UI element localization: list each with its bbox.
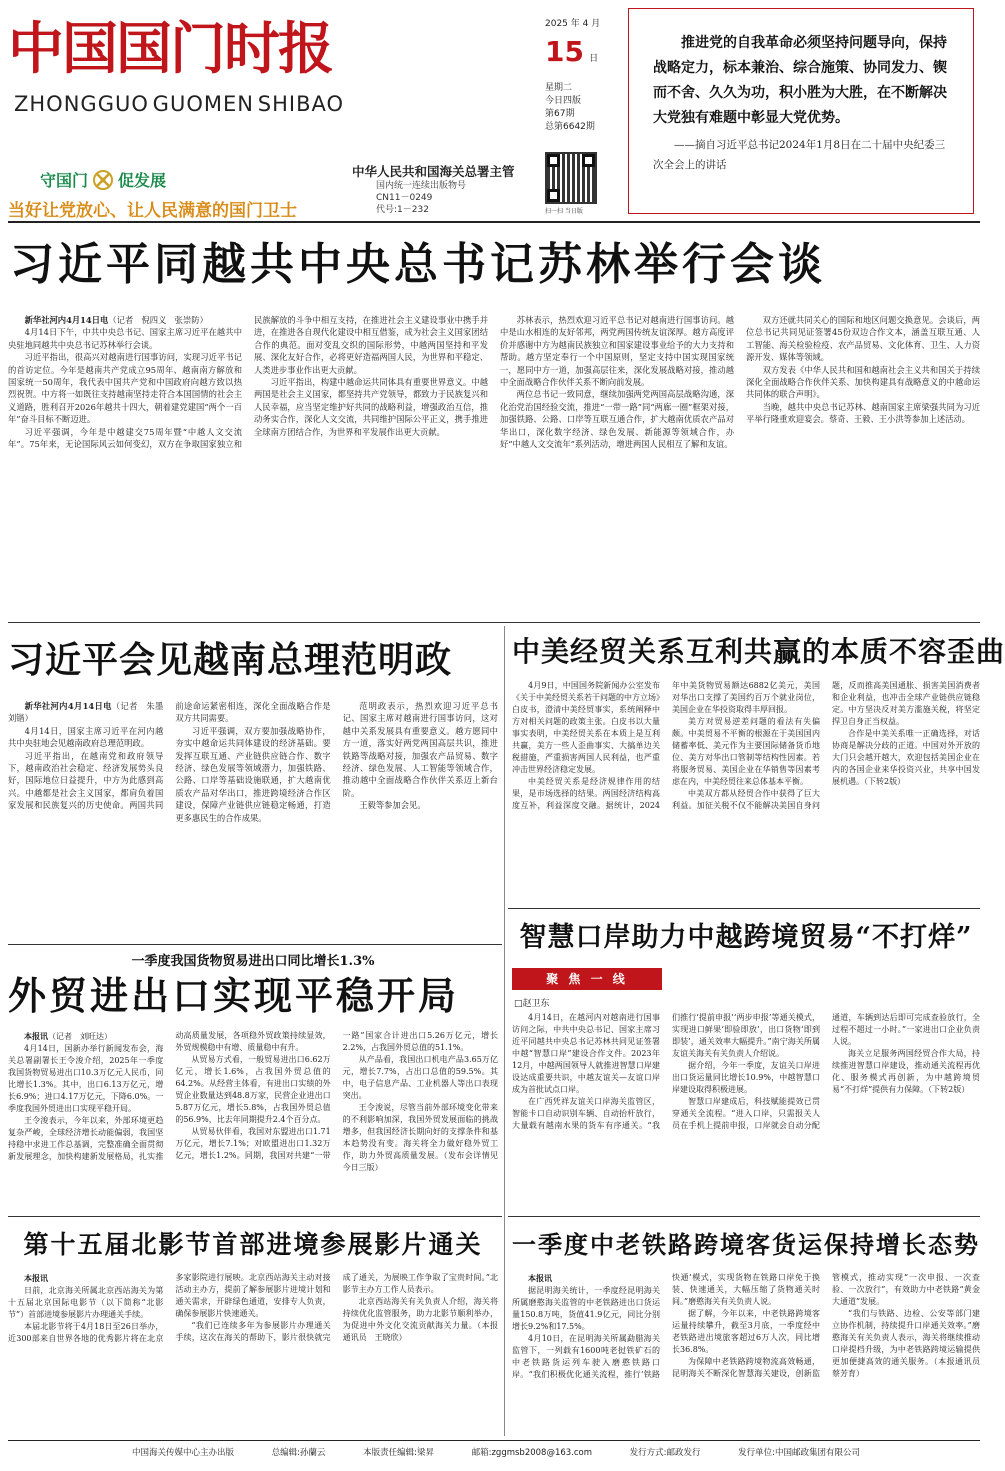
- day-number: 15: [545, 35, 584, 68]
- total-issue: 总第6642期: [545, 122, 595, 132]
- paragraph: 王令浚表示，今年以来，外部环境更趋复杂严峻，全球经济增长动能偏弱，我国坚持稳中求进工作总基调，完整准确全面贯彻新发展理念，加快构建新发展格局，扎实推动高质量发展，各项稳外贸政策持续显效，外贸规模稳中有增、质量稳中有升。: [8, 1031, 331, 1161]
- date-box: [545, 16, 615, 134]
- article3-body: [512, 680, 980, 902]
- cn-info: [376, 180, 466, 216]
- reporters: （记者 倪四义 张崇防）: [108, 315, 208, 325]
- paragraph: 据了解，今年以来，中老铁路跨境客运量持续攀升，截至3月底，一季度经中老铁路进出境旅客超过6万人次，同比增长36.8%。: [672, 1309, 820, 1354]
- masthead-pinyin: [14, 92, 344, 116]
- paragraph: 双方还就共同关心的国际和地区问题交换意见。会谈后，两位总书记共同见证签署45份双边合作文本，涵盖互联互通、人工智能、海关检验检疫、农产品贸易、文化体育、卫生、人力资源开发、媒体等领域。: [746, 315, 980, 363]
- article6-body: [512, 1272, 988, 1430]
- headline-article5: 智慧口岸助力中越跨境贸易“不打烊”: [519, 922, 973, 953]
- paragraph: 从贸易伙伴看，我国对东盟进出口1.71万亿元，增长7.1%；对欧盟进出口1.32万亿元，增长1.2%。同期，我国对共建“一带一路”国家合计进出口5.26万亿元，增长2.2%，占我国外贸总值的51.1%。: [175, 1031, 498, 1160]
- paragraph: 习近平指出，很高兴对越南进行国事访问，实现习近平书记的首访定位。今年是越南共产党成立95周年、越南南方解放和国家统一50周年，我代表中国共产党和中国政府向越方致以热烈祝贺。中方将一如既往支持越南坚持走符合本国国情的社会主义道路，胜利召开2026年越共十四大，朝着建党建国“两个一百年”奋斗目标不断迈进。: [8, 352, 242, 425]
- paragraph: 在广西凭祥友谊关口岸海关监管区，智能卡口自动识别车辆、自动抬杆放行，大量载有越南水果的货车有序通关。“我们推行‘提前申报’‘两步申报’等通关模式，实现进口鲜果‘即验即放’，出口货物‘即到即装’，通关效率大幅提升。”南宁海关所属友谊关海关有关负责人介绍说。: [512, 1013, 820, 1130]
- paragraph: 从贸易方式看，一般贸易进出口6.62万亿元，增长1.6%，占我国外贸总值的64.2%。从经营主体看，有进出口实绩的外贸企业数量达到48.8万家，民营企业进出口5.87万亿元，增长5.8%，占我国外贸总值的56.9%，比去年同期提升2.4个百分点。: [175, 1055, 331, 1124]
- dateline: [8, 700, 172, 725]
- paragraph: “我们与铁路、边检、公安等部门建立协作机制，持续提升口岸通关效率。”磨憨海关有关负责人表示，海关将继续推动口岸提档升级，为中老铁路跨境运输提供更加便捷高效的通关服务。（本报通讯员 蔡芳育）: [832, 1309, 988, 1378]
- footer-distributor: 发行方式:邮政发行: [629, 1448, 701, 1458]
- pinyin-word: GUOMEN: [152, 92, 254, 116]
- footer-editor: 总编辑:孙蘭云: [271, 1448, 326, 1458]
- cn-label: 国内统一连续出版物号: [376, 181, 467, 191]
- dateline: [8, 314, 242, 326]
- paragraph: 习近平强调，今年是中越建交75周年暨“中越人文交流年”。75年来，无论国际风云如何变幻，双方在争取国家独立和民族解放的斗争中相互支持，在推进社会主义建设事业中携手并进，在推进各自现代化建设中相互借鉴，成为社会主义国家团结合作的典范。面对变乱交织的国际形势，中越两国坚持和平发展、深化友好合作，必将更好造福两国人民，为世界和平稳定、人类进步事业作出更大贡献。: [8, 315, 488, 450]
- footer-email[interactable]: 邮箱:zggmsb2008@163.com: [471, 1448, 593, 1458]
- paragraph: 王令浚说，尽管当前外部环境变化带来的不利影响加深，我国外贸发展面临的挑战增多，但我国经济长期向好的支撑条件和基本趋势没有变。海关将全力做好稳外贸工作，助力外贸高质量发展。（发布会详情见今日三版）: [342, 1103, 498, 1172]
- issue: 第67期: [545, 109, 575, 119]
- paragraph: “我们已连续多年为参展影片办理通关手续，这次在海关的帮助下，影片很快就完成了通关，为展映工作争取了宝贵时间。”北影节主办方工作人员表示。: [175, 1273, 498, 1342]
- quote-box: [628, 8, 974, 214]
- slogan-a: 守国门: [40, 171, 89, 190]
- cn-number: CN11－0249: [376, 193, 433, 203]
- masthead-divider: [8, 221, 980, 223]
- headline-article2: 习近平会见越南总理范明政: [8, 639, 453, 681]
- article5-author: □赵卫东: [514, 999, 550, 1009]
- paragraph: 4月10日，在昆明海关所属勐腊海关监管下，一列载有1600吨老挝铁矿石的中老铁路货运列车驶入磨憨铁路口岸。“我们积极优化通关流程，推行‘铁路快通’模式，实现货物在铁路口岸免于换装、快速通关，大幅压缩了货物通关时间。”磨憨海关有关负责人说。: [512, 1273, 820, 1379]
- footer: [8, 1446, 980, 1458]
- article7-body: [8, 1272, 498, 1430]
- paragraph: 当晚，越共中央总书记苏林、越南国家主席梁强共同为习近平举行隆重欢迎宴会。蔡奇、王毅、王小洪等参加上述活动。: [746, 401, 980, 425]
- dateline-text: 本报讯: [24, 1031, 48, 1041]
- headline-main: 习近平同越共中央总书记苏林举行会谈: [10, 239, 826, 290]
- headline-article6: 一季度中老铁路跨境客货运保持增长态势: [512, 1230, 980, 1259]
- footer-printer: 中国海关传媒中心主办出版: [132, 1448, 235, 1458]
- masthead-title: 中国国门时报: [8, 16, 332, 82]
- post-code: 代号:1－232: [376, 205, 429, 215]
- paragraph: 两位总书记一致同意，继续加强两党两国高层战略沟通，深化治党治国经验交流，推进“一带一路”同“两廊一圈”框架对接，加强铁路、公路、口岸等互联互通合作，扩大越南优质农产品对华出口，深化数字经济、绿色发展、新能源等领域合作，办好“中越人文交流年”系列活动，增进两国人民相互了解和友谊。: [500, 389, 734, 450]
- paragraph: 4月9日，中国国务院新闻办公室发布《关于中美经贸关系若干问题的中方立场》白皮书，澄清中美经贸事实，系统阐释中方对相关问题的政策主张。白皮书以大量事实表明，中美经贸关系在本质上是互利共赢，美方一些人歪曲事实、大搞单边关税措施，严重损害两国人民利益，也严重冲击世界经济稳定发展。: [512, 681, 660, 774]
- dateline-text: 本报讯: [24, 1273, 48, 1283]
- footer-divider: [8, 1440, 980, 1441]
- headline-article3: 中美经贸关系互利共赢的本质不容歪曲: [512, 635, 1005, 668]
- article5-body: [512, 1012, 980, 1214]
- pages: 今日四版: [545, 96, 582, 106]
- section-divider: [508, 908, 980, 909]
- section-divider: [8, 944, 502, 945]
- quote-source: ——摘自习近平总书记2024年1月8日在二十届中央纪委三次全会上的讲话: [653, 139, 946, 171]
- paragraph: 双方发表《中华人民共和国和越南社会主义共和国关于持续深化全面战略合作伙伴关系、加快构建具有战略意义的中越命运共同体的联合声明》。: [746, 364, 980, 400]
- paragraph: 范明政表示，热烈欢迎习近平总书记、国家主席对越南进行国事访问，这对越中关系发展具有重要意义。越方愿同中方一道，落实好两党两国高层共识，推进铁路等战略对接，加强农产品贸易、数字经济、绿色发展、人工智能等领域合作，推动越中全面战略合作伙伴关系迈上新台阶。: [342, 701, 498, 798]
- dateline-text: 新华社河内4月14日电: [24, 315, 109, 325]
- paragraph: 苏林表示，热烈欢迎习近平总书记对越南进行国事访问。越中是山水相连的友好邻邦，两党两国传统友谊深厚。越方高度评价并感谢中方为越南民族独立和国家建设事业给予的大力支持和帮助。越方坚定奉行一个中国原则，坚定支持中国实现国家统一，愿同中方一道，加强高层往来，深化发展战略对接，推动越中全面战略合作伙伴关系不断向前发展。: [500, 315, 734, 388]
- dateline: [8, 1030, 163, 1043]
- paragraph: 据介绍，今年一季度，友谊关口岸进出口货运量同比增长10.9%，中越智慧口岸建设取得积极进展。: [672, 1061, 820, 1094]
- paragraph: 美方对贸易逆差问题的看法有失偏颇。中美贸易不平衡的根源在于美国国内储蓄率低、美元作为主要国际储备货币地位、美方对华出口管制等结构性因素。若将服务贸易、美国企业在华销售等因素考虑在内，中美经贸往来总体基本平衡。: [672, 717, 820, 786]
- paragraph: 合作是中美关系唯一正确选择，对话协商是解决分歧的正道。中国对外开放的大门只会越开越大，欢迎包括美国企业在内的各国企业来华投资兴业，共享中国发展机遇。（下转2版）: [832, 729, 980, 786]
- dateline-text: 新华社河内4月14日电: [24, 701, 112, 711]
- footer-duty-editor: 本版责任编辑:梁昇: [363, 1448, 434, 1458]
- article2-body: [8, 700, 498, 940]
- qr-mark-bl: [547, 189, 560, 202]
- slogan-line2: 当好让党放心、让人民满意的国门卫士: [8, 201, 297, 221]
- paragraph: 4月14日下午，中共中央总书记、国家主席习近平在越共中央驻地同越共中央总书记苏林举行会谈。: [8, 327, 242, 350]
- section-divider: [8, 622, 980, 623]
- dateline-text: 本报讯: [528, 1273, 552, 1283]
- date-day-row: [545, 35, 615, 68]
- reporters: （记者 刘旺达）: [48, 1032, 112, 1041]
- article1-body: [8, 314, 980, 619]
- section-divider: [8, 1216, 502, 1217]
- section-divider: [508, 1216, 980, 1217]
- paragraph: 日前，北京海关所属北京西站海关为第十五届北京国际电影节（以下简称“北影节”）首部进境参展影片办理通关手续。: [8, 1286, 164, 1319]
- paragraph: 习近平指出，在越南党和政府领导下，越南政治社会稳定、经济发展势头良好，国际地位日益提升，中方为此感到高兴。中越都是社会主义国家，都肩负着国家发展和民族复兴的历史使命。两国共同前途命运紧密相连，深化全面战略合作是双方共同需要。: [8, 701, 331, 811]
- pinyin-word: SHIBAO: [257, 92, 344, 116]
- headline-article4: 外贸进出口实现平稳开局: [8, 973, 460, 1018]
- footer-agency: 发行单位:中国邮政集团有限公司: [738, 1448, 860, 1458]
- pinyin-word: ZHONGGUO: [14, 92, 149, 116]
- qr-mark-tl: [547, 154, 560, 167]
- paragraph: 王毅等参加会见。: [359, 800, 426, 811]
- headline-article7: 第十五届北影节首部进境参展影片通关: [23, 1230, 483, 1259]
- customs-emblem-icon: [92, 169, 114, 191]
- paragraph: 北京西站海关有关负责人介绍，海关将持续优化监管服务，助力北影节顺利举办，为促进中外文化交流贡献海关力量。（本报通讯员 王晓欣）: [342, 1297, 498, 1342]
- column-divider: [504, 626, 505, 1436]
- date-meta: [545, 82, 615, 134]
- paragraph: 中美双方都从经贸合作中获得了巨大利益。加征关税不仅不能解决美国自身问题，反而推高美国通胀、损害美国消费者和企业利益，也冲击全球产业链供应链稳定。中方坚决反对美方滥施关税，将坚定捍卫自身正当权益。: [672, 681, 980, 810]
- slogan-line1: [40, 168, 166, 191]
- paragraph: 中美经贸关系是经济规律作用的结果，是市场选择的结果。两国经济结构高度互补，利益深度交融。据统计，2024年中美货物贸易额达6882亿美元，美国对华出口支撑了美国约百万个就业岗位，美国企业在华投资取得丰厚回报。: [512, 681, 820, 810]
- paragraph: 4月14日，国新办举行新闻发布会，海关总署副署长王令浚介绍，2025年一季度我国货物贸易进出口10.3万亿元人民币，同比增长1.3%。其中，出口6.13万亿元，增长6.9%；进口4.17万亿元，下降6.0%。一季度我国外贸进出口实现平稳开局。: [8, 1044, 164, 1113]
- article4-body: [8, 1030, 498, 1212]
- day-unit: 日: [589, 54, 599, 64]
- paragraph: 海关立足服务两国经贸合作大局，持续推进智慧口岸建设，推动通关流程再优化、服务模式再创新，为中越跨境贸易“不打烊”提供有力保障。（下转2版）: [832, 1049, 980, 1094]
- dateline: [512, 1272, 660, 1285]
- qr-mark-tr: [582, 154, 595, 167]
- reporters: （记者 朱墨 刘锴）: [8, 701, 172, 724]
- dateline: [8, 1272, 163, 1285]
- qr-caption: 扫一扫 当日版: [545, 208, 583, 215]
- sponsor: 中华人民共和国海关总署主管: [352, 164, 515, 179]
- paragraph: 据昆明海关统计，一季度经昆明海关所属磨憨海关监管的中老铁路进出口货运量150.8万吨，货值41.9亿元，同比分别增长9.2%和17.5%。: [512, 1286, 660, 1331]
- slogan-b: 促发展: [118, 171, 167, 190]
- paragraph: 从产品看，我国出口机电产品3.65万亿元，增长7.7%，占出口总值的59.5%。其中，电子信息产品、工业机器人等出口表现突出。: [342, 1055, 498, 1100]
- paragraph: 智慧口岸建成后，科技赋能提效已贯穿通关全流程。“进入口岸，只需报关人员在手机上提前申报，口岸就会自动分配通道，车辆到达后即可完成查验放行，全过程不超过一小时。”一家进出口企业负责人说。: [672, 1013, 980, 1130]
- weekday: 星期二: [545, 83, 573, 93]
- paragraph: 本届北影节将于4月18日至26日举办，近300部来自世界各地的优秀影片将在北京多家影院进行展映。北京西站海关主动对接活动主办方，提前了解参展影片进境计划和通关需求，开辟绿色通道，安排专人负责，确保参展影片快速通关。: [8, 1273, 331, 1343]
- paragraph: 4月14日，在越河内对越南进行国事访问之际，中共中央总书记、国家主席习近平同越共中央总书记苏林共同见证签署中越“智慧口岸”建设合作文件。2023年12月，中越两国领导人就推进智慧口岸建设达成重要共识，中越友谊关—友谊口岸成为首批试点口岸。: [512, 1013, 660, 1094]
- column-badge: 聚 焦 一 线: [512, 968, 662, 990]
- paragraph: 习近平指出，构建中越命运共同体具有重要世界意义。中越两国是社会主义国家，都坚持共产党领导，都致力于民族复兴和人民幸福，应当坚定维护好共同的战略利益，增强政治互信，推动务实合作，深化人文交流，共同维护国际公平正义，携手推进全球南方团结合作，为世界和平发展作出更大贡献。: [254, 377, 488, 437]
- paragraph: 4月14日，国家主席习近平在河内越共中央驻地会见越南政府总理范明政。: [8, 725, 164, 749]
- paragraph: 习近平强调，双方要加强战略协作，夯实中越命运共同体建设的经济基础。要发挥互联互通、产业链供应链合作、数字经济、绿色发展等领域潜力，加强铁路、公路、口岸等基础设施联通，扩大越南优质农产品对华出口，推进跨境经济合作区建设，保障产业链供应链稳定畅通，打造更多惠民生的合作成果。: [175, 725, 331, 823]
- kicker-article4: 一季度我国货物贸易进出口同比增长1.3%: [131, 954, 375, 969]
- quote-text: 推进党的自我革命必须坚持问题导向，保持战略定力，标本兼治、综合施策、协同发力、锲而不舍、久久为功，积小胜为大胜，在不断解决大党独有难题中彰显大党优势。: [653, 35, 947, 126]
- paragraph: 为保障中老铁路跨境物流高效畅通，昆明海关不断深化智慧海关建设，创新监管模式，推动实现“一次申报、一次查验、一次放行”，有效助力中老铁路“黄金大通道”发展。: [672, 1273, 980, 1378]
- year-month: 2025 年 4 月: [545, 19, 601, 29]
